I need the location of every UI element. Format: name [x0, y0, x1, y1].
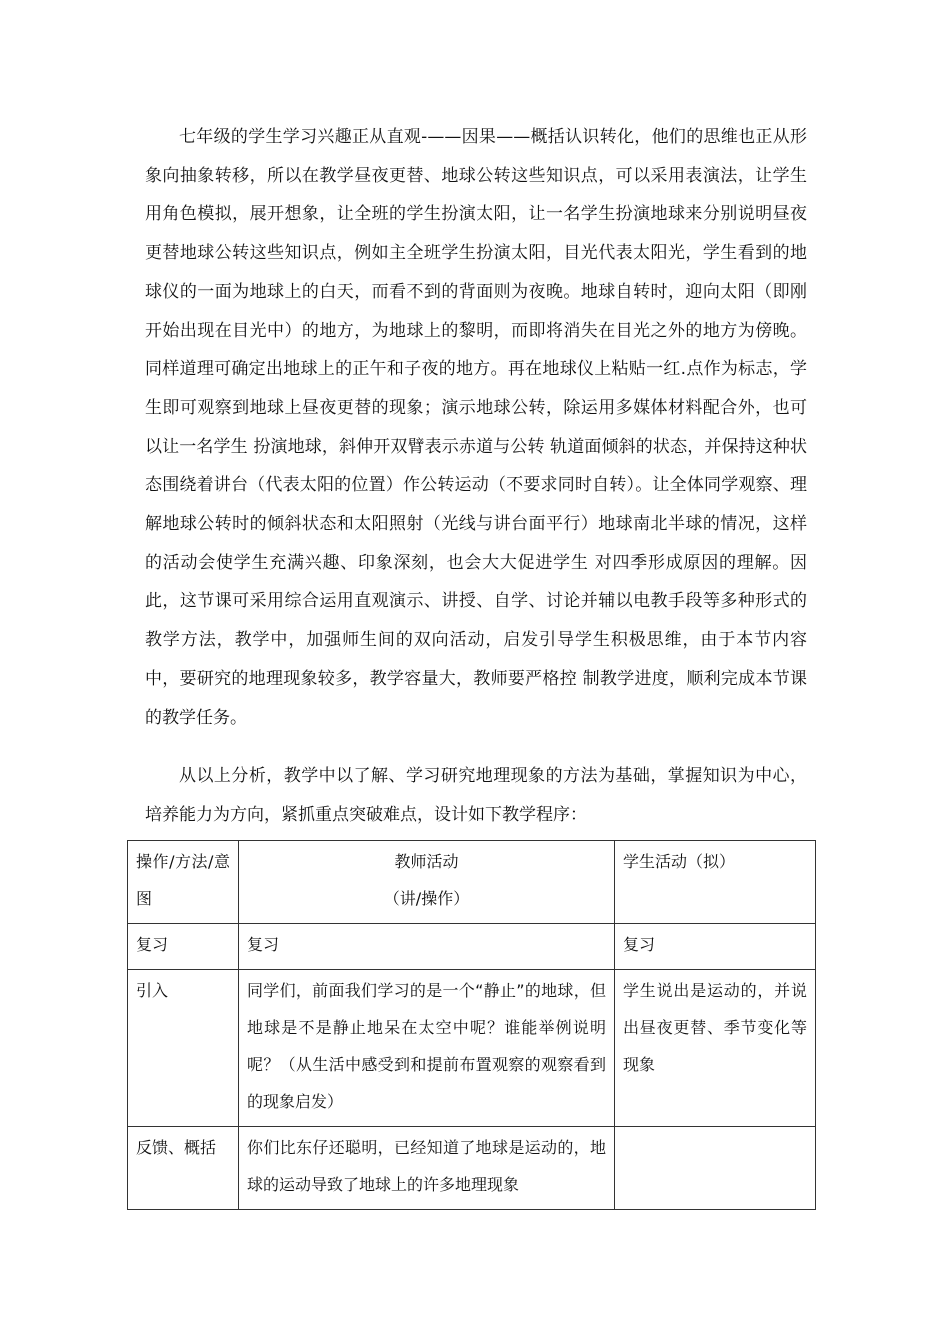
- row-teacher-cell: 同学们，前面我们学习的是一个“静止”的地球，但地球是不是静止地呆在太空中呢？谁能举例说明呢？（从生活中感受到和提前布置观察的观察看到的现象启发）: [239, 970, 615, 1127]
- row-student-cell: 学生说出是运动的，并说出昼夜更替、季节变化等现象: [615, 970, 816, 1127]
- header-teacher-title: 教师活动: [394, 852, 459, 871]
- header-student-cell: 学生活动（拟）: [615, 841, 816, 924]
- table-row: [128, 970, 816, 1127]
- table-header-row: [128, 841, 816, 924]
- header-teacher-subtitle: （讲/操作）: [383, 889, 470, 908]
- table-row: [128, 1127, 816, 1210]
- table-row: [128, 924, 816, 970]
- row-method-cell: 引入: [128, 970, 239, 1127]
- teaching-procedure-table: [127, 840, 816, 1210]
- procedure-intro-paragraph: 从以上分析，教学中以了解、学习研究地理现象的方法为基础，掌握知识为中心，培养能力为方向，紧抓重点突破难点，设计如下教学程序：: [145, 766, 807, 825]
- header-method-cell: 操作/方法/意图: [128, 841, 239, 924]
- row-student-cell: 复习: [615, 924, 816, 970]
- row-teacher-cell: 你们比东仔还聪明，已经知道了地球是运动的，地球的运动导致了地球上的许多地理现象: [239, 1127, 615, 1210]
- analysis-paragraph: 七年级的学生学习兴趣正从直观-——因果——概括认识转化，他们的思维也正从形象向抽象转移，所以在教学昼夜更替、地球公转这些知识点，可以采用表演法，让学生用角色模拟，展开想象，让全班的学生扮演太阳，让一名学生扮演地球来分别说明昼夜更替地球公转这些知识点，例如主全班学生扮演太阳，目光代表太阳光，学生看到的地球仪的一面为地球上的白天，而看不到的背面则为夜晚。地球自转时，迎向太阳（即刚开始出现在目光中）的地方，为地球上的黎明，而即将消失在目光之外的地方为傍晚。同样道理可确定出地球上的正午和子夜的地方。再在地球仪上粘贴一红.点作为标志，学生即可观察到地球上昼夜更替的现象；演示地球公转，除运用多媒体材料配合外，也可以让一名学生 扮演地球，斜伸开双臂表示赤道与公转 轨道面倾斜的状态，并保持这种状态围绕着讲台（代表太阳的位置）作公转运动（不要求同时自转）。让全体同学观察、理解地球公转时的倾斜状态和太阳照射（光线与讲台面平行）地球南北半球的情况，这样的活动会使学生充满兴趣、印象深刻，也会大大促进学生 对四季形成原因的理解。因此，这节课可采用综合运用直观演示、讲授、自学、讨论并辅以电教手段等多种形式的教学方法，教学中，加强师生间的双向活动，启发引导学生积极思维，由于本节内容中，要研究的地理现象较多，教学容量大，教师要严格控 制教学进度，顺利完成本节课的教学任务。: [145, 127, 807, 728]
- row-method-cell: 复习: [128, 924, 239, 970]
- row-method-cell: 反馈、概括: [128, 1127, 239, 1210]
- row-student-cell: [615, 1127, 816, 1210]
- row-teacher-cell: 复习: [239, 924, 615, 970]
- header-teacher-cell: [239, 841, 615, 924]
